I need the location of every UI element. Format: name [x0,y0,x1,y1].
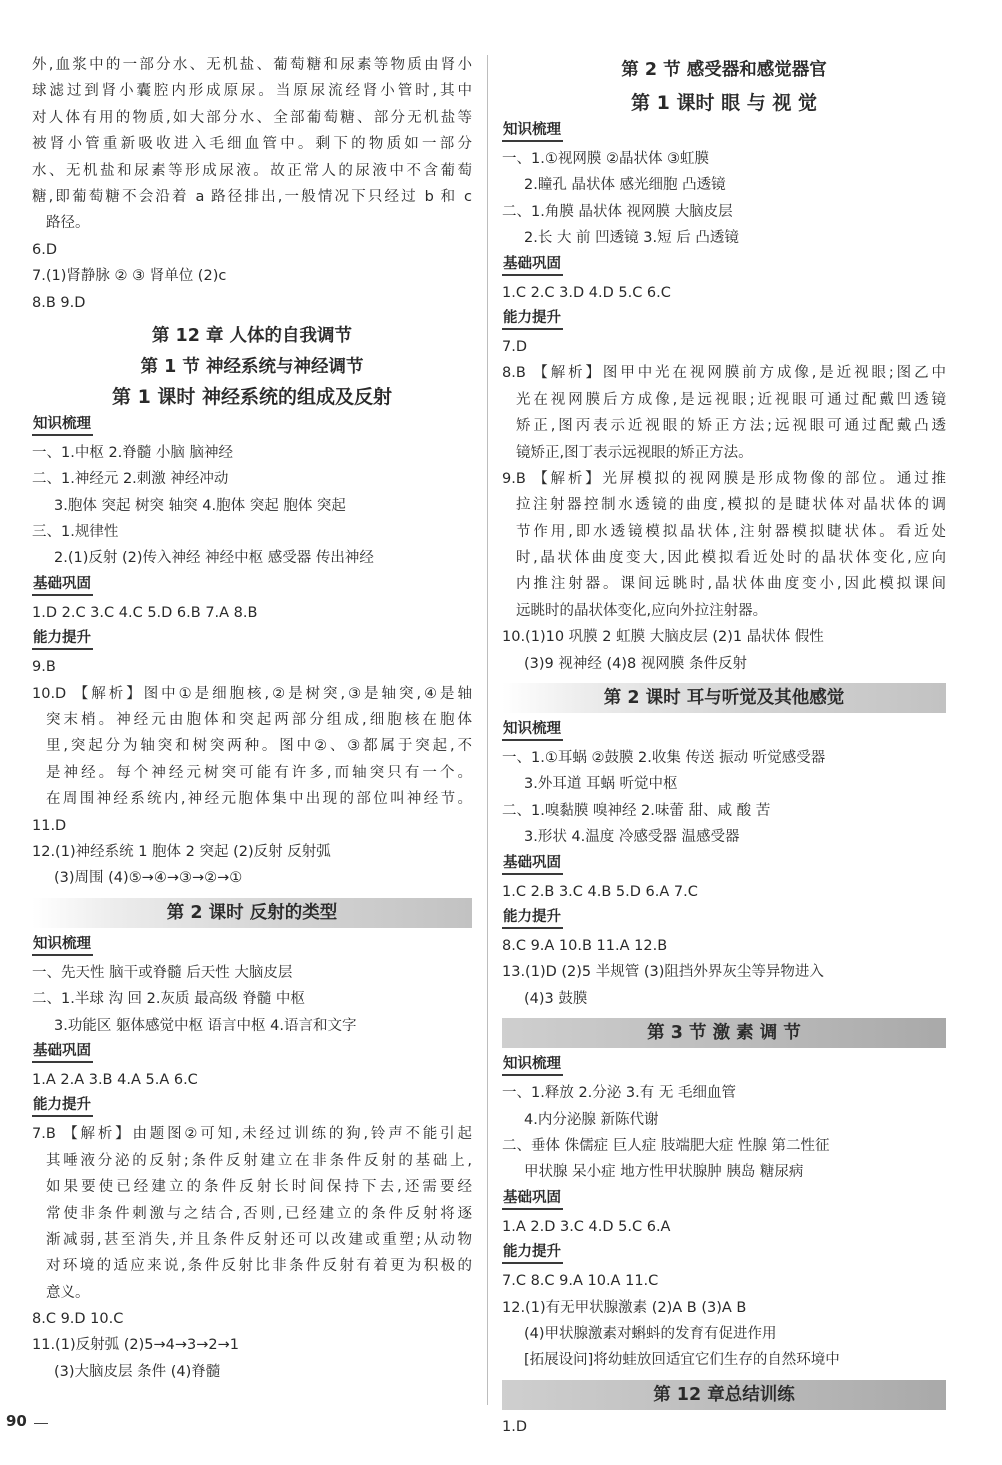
answer-line: 二、垂体 侏儒症 巨人症 肢端肥大症 性腺 第二性征 [502,1137,830,1154]
answer-line: 时,晶状体曲度变大,因此模拟看近处时的晶状体变化,应向 [516,550,946,567]
answer-line: 13.(1)D (2)5 半规管 (3)阻挡外界灰尘等异物进入 [502,964,824,981]
answer-line: 2.瞳孔 晶状体 感光细胞 凸透镜 [524,177,726,194]
answer-line: 12.(1)神经系统 1 胞体 2 突起 (2)反射 反射弧 [32,843,331,860]
answer-line: 意义。 [46,1284,90,1301]
section-heading: 能力提升 [502,908,563,929]
answer-line: 二、1.角膜 晶状体 视网膜 大脑皮层 [502,203,733,220]
answer-line: (4)3 鼓膜 [524,990,588,1007]
answer-line: (4)甲状腺激素对蝌蚪的发育有促进作用 [524,1325,777,1342]
answer-line: 11.(1)反射弧 (2)5→4→3→2→1 [32,1337,239,1354]
answer-line: 在周围神经系统内,神经元胞体集中出现的部位叫神经节。 [46,791,472,808]
answer-line: 拉注射器控制水透镜的曲度,模拟的是睫状体对晶状体的调 [516,497,946,514]
answer-line: 一、1.①耳蜗 ②鼓膜 2.收集 传送 振动 听觉感受器 [502,750,826,767]
lesson-title: 第 1 课时 神经系统的组成及反射 [111,385,393,408]
answer-line: 光在视网膜后方成像,是远视眼;近视眼可通过配戴凹透镜 [516,391,946,408]
answer-line: 二、1.半球 沟 回 2.灰质 最高级 脊髓 中枢 [32,991,305,1008]
answer-line: [拓展设问]将幼蛙放回适宜它们生存的自然环境中 [524,1352,840,1369]
answer-line: 11.D [32,817,67,834]
answer-line: 内推注射器。课间远眺时,晶状体曲度变小,因此模拟课间 [516,576,946,593]
answer-line: 突末梢。神经元由胞体和突起两部分组成,细胞核在胞体 [46,712,472,729]
answer-line: 9.B 【解析】光屏模拟的视网膜是形成物像的部位。通过推 [502,470,946,487]
answer-line: 远眺时的晶状体变化,应向外拉注射器。 [516,602,768,619]
lesson-title: 第 1 课时 眼 与 视 觉 [631,92,817,114]
answer-line: 6.D [32,241,57,258]
answer-line: 一、1.中枢 2.脊髓 小脑 脑神经 [32,444,233,461]
answer-line: 二、1.神经元 2.刺激 神经冲动 [32,471,229,488]
page-number: 90 [6,1412,27,1430]
answer-line: 渐减弱,甚至消失,并且条件反射还可以改建或重塑;从动物 [46,1231,472,1248]
answer-line: 7.(1)肾静脉 ② ③ 肾单位 (2)c [32,268,227,285]
answer-line: 甲状腺 呆小症 地方性甲状腺肿 胰岛 糖尿病 [524,1164,804,1181]
answer-line: 矫正,图丙表示近视眼的矫正方法;远视眼可通过配戴凸透 [516,418,946,435]
answer-line: 三、1.规律性 [32,524,119,541]
answer-line: 3.胞体 突起 树突 轴突 4.胞体 突起 胞体 突起 [54,497,346,514]
answer-line: (3)大脑皮层 条件 (4)脊髓 [54,1363,221,1380]
text-line: 糖,即葡萄糖不会沿着 a 路径排出,一般情况下只经过 b 和 c [32,188,472,205]
right-column [502,52,946,1440]
answer-line: 节作用,即水透镜模拟晶状体,注射器模拟睫状体。看近处 [516,523,946,540]
section-heading: 基础巩固 [502,854,563,875]
section-heading: 能力提升 [32,629,93,650]
section-heading: 知识梳理 [502,720,563,741]
section-heading: 基础巩固 [502,1189,563,1210]
lesson-banner: 第 2 课时 反射的类型 [32,898,472,928]
answer-line: 7.C 8.C 9.A 10.A 11.C [502,1273,659,1290]
answer-line: 是神经。每个神经元树突可能有许多,而轴突只有一个。 [46,764,472,781]
answer-line: 3.形状 4.温度 冷感受器 温感受器 [524,829,740,846]
text-line: 水、无机盐和尿素等形成尿液。故正常人的尿液中不含葡萄 [32,162,472,179]
answer-line: 7.D [502,338,527,355]
answer-line: 1.C 2.C 3.D 4.D 5.C 6.C [502,284,671,301]
section-heading: 知识梳理 [502,1055,563,1076]
answer-line: 10.(1)10 巩膜 2 虹膜 大脑皮层 (2)1 晶状体 假性 [502,629,824,646]
section-heading: 知识梳理 [32,415,93,436]
column-divider [487,55,488,1405]
answer-line: 10.D 【解析】图中①是细胞核,②是树突,③是轴突,④是轴 [32,685,472,702]
summary-banner: 第 12 章总结训练 [502,1380,946,1410]
section-heading: 能力提升 [502,1243,563,1264]
text-line: 外,血浆中的一部分水、无机盐、葡萄糖和尿素等物质由肾小 [32,57,472,73]
answer-line: 7.B 【解析】由题图②可知,未经过训练的狗,铃声不能引起 [32,1126,472,1143]
text-line: 路径。 [46,215,90,232]
section-heading: 基础巩固 [32,1042,93,1063]
answer-line: 2.长 大 前 凹透镜 3.短 后 凸透镜 [524,230,739,247]
answer-line: 一、1.释放 2.分泌 3.有 无 毛细血管 [502,1085,736,1102]
answer-line: 12.(1)有无甲状腺激素 (2)A B (3)A B [502,1299,747,1316]
lesson-banner: 第 2 课时 耳与听觉及其他感觉 [502,683,946,713]
section-heading: 知识梳理 [32,935,93,956]
answer-line: 3.外耳道 耳蜗 听觉中枢 [524,776,678,793]
section-heading: 基础巩固 [32,575,93,596]
answer-line: 一、先天性 脑干或脊髓 后天性 大脑皮层 [32,964,293,981]
section-title: 第 2 节 感受器和感觉器官 [621,60,827,80]
page-number-rule [34,1423,48,1424]
answer-line: 8.C 9.D 10.C [32,1311,124,1328]
answer-line: 2.(1)反射 (2)传入神经 神经中枢 感受器 传出神经 [54,550,374,567]
answer-line: 8.C 9.A 10.B 11.A 12.B [502,937,668,954]
section-heading: 知识梳理 [502,121,563,142]
answer-line: 1.C 2.B 3.C 4.B 5.D 6.A 7.C [502,883,698,900]
text-line: 被肾小管重新吸收进入毛细血管中。剩下的物质如一部分 [32,136,472,153]
answer-line: 一、1.①视网膜 ②晶状体 ③虹膜 [502,151,710,167]
answer-line: 镜矫正,图丁表示远视眼的矫正方法。 [516,444,753,461]
answer-line: 里,突起分为轴突和树突两种。图中②、③都属于突起,不 [46,738,472,755]
answer-line: (3)周围 (4)⑤→④→③→②→① [54,870,243,887]
section-title: 第 1 节 神经系统与神经调节 [140,356,364,377]
answer-line: 8.B 9.D [32,294,86,311]
answer-line: 二、1.嗅黏膜 嗅神经 2.味蕾 甜、咸 酸 苦 [502,802,771,819]
answer-line: 4.内分泌腺 新陈代谢 [524,1111,659,1128]
answer-line: (3)9 视神经 (4)8 视网膜 条件反射 [524,655,747,672]
section-heading: 基础巩固 [502,255,563,276]
section-heading: 能力提升 [502,309,563,330]
answer-line: 1.A 2.D 3.C 4.D 5.C 6.A [502,1218,671,1235]
answer-line: 如果要使已经建立的条件反射长时间保持下去,还需要经 [46,1179,472,1196]
text-line: 对人体有用的物质,如大部分水、全部葡萄糖、部分无机盐等 [32,109,472,126]
left-column [32,52,472,1385]
chapter-title: 第 12 章 人体的自我调节 [151,325,353,346]
answer-line: 9.B [32,659,56,676]
answer-line: 对环境的适应来说,条件反射比非条件反射有着更为积极的 [46,1258,472,1275]
section-heading: 能力提升 [32,1096,93,1117]
section-banner: 第 3 节 激 素 调 节 [502,1018,946,1048]
answer-line: 常使非条件刺激与之结合,否则,已经建立的条件反射将逐 [46,1205,472,1222]
answer-line: 1.D 2.C 3.C 4.C 5.D 6.B 7.A 8.B [32,604,258,621]
answer-line: 1.D [502,1418,527,1435]
answer-line: 其唾液分泌的反射;条件反射建立在非条件反射的基础上, [46,1152,472,1169]
answer-line: 8.B 【解析】图甲中光在视网膜前方成像,是近视眼;图乙中 [502,365,946,382]
text-line: 球滤过到肾小囊腔内形成原尿。当原尿流经肾小管时,其中 [32,83,472,100]
answer-line: 3.功能区 躯体感觉中枢 语言中枢 4.语言和文字 [54,1017,357,1034]
answer-line: 1.A 2.A 3.B 4.A 5.A 6.C [32,1071,198,1088]
